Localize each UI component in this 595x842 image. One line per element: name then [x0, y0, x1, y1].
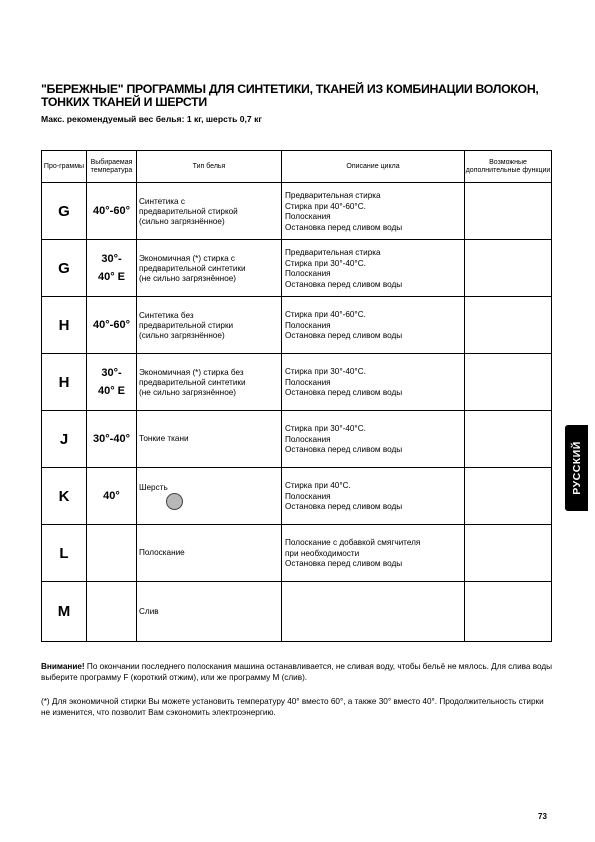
- temp-line: 30°-: [101, 367, 122, 379]
- language-tab-label: РУССКИЙ: [570, 441, 583, 495]
- type-line: (не сильно загрязнённое): [139, 274, 237, 283]
- table-row: [42, 297, 552, 354]
- program-temperature: [87, 183, 137, 240]
- desc-line: Стирка при 40°С.: [285, 481, 351, 491]
- desc-line: Остановка перед сливом воды: [285, 502, 403, 512]
- cycle-description: [282, 582, 465, 642]
- desc-line: Предварительная стирка: [285, 248, 381, 257]
- page-number: 73: [538, 812, 547, 821]
- temp-line: 30°-: [101, 253, 122, 265]
- desc-line: Остановка перед сливом воды: [285, 331, 403, 341]
- program-temperature: [87, 582, 137, 642]
- desc-line: Полоскание с добавкой смягчителя: [285, 538, 421, 548]
- cycle-description: [282, 354, 465, 411]
- program-code: H: [42, 354, 87, 411]
- desc-line: Полоскания: [285, 491, 331, 501]
- desc-line: Остановка перед сливом воды: [285, 388, 403, 398]
- header-type: Тип белья: [137, 151, 282, 183]
- table-row: [42, 582, 552, 642]
- cycle-description: [282, 468, 465, 525]
- desc-line: Полоскания: [285, 320, 331, 330]
- extra-functions: [465, 582, 552, 642]
- extra-functions: [465, 354, 552, 411]
- type-line: предварительной стирки: [139, 321, 234, 330]
- desc-line: Стирка при 30°-40°С.: [285, 367, 366, 377]
- max-load-note: Макс. рекомендуемый вес белья: 1 кг, шерсть 0,7 кг: [41, 114, 262, 124]
- desc-line: Полоскания: [285, 212, 331, 221]
- type-line: Шерсть: [139, 482, 168, 492]
- desc-line: Остановка перед сливом воды: [285, 279, 403, 289]
- cycle-description: [282, 297, 465, 354]
- desc-line: Стирка при 30°-40°С.: [285, 424, 366, 434]
- cycle-description: [282, 525, 465, 582]
- temp-line: 40° E: [97, 385, 126, 397]
- temp-line: 30°-40°: [93, 433, 130, 445]
- desc-line: Стирка при 40°-60°С.: [285, 201, 366, 211]
- language-tab: [565, 425, 588, 511]
- program-code: L: [42, 525, 87, 582]
- desc-line: Предварительная стирка: [285, 191, 381, 200]
- extra-functions: [465, 297, 552, 354]
- programs-table: [41, 150, 552, 642]
- temp-line: 40°-60°: [93, 205, 130, 217]
- cycle-description: [282, 183, 465, 240]
- desc-line: Полоскания: [285, 434, 331, 444]
- program-code: J: [42, 411, 87, 468]
- extra-functions: [465, 183, 552, 240]
- laundry-type: [137, 582, 282, 642]
- type-line: Тонкие ткани: [139, 434, 189, 443]
- economy-footnote: (*) Для экономичной стирки Вы можете установить температуру 40° вместо 60°, а также 30° вместо 40°. Продолжительность стирки не изменится, что позволит Вам сэкономить электроэнергию.: [41, 697, 544, 717]
- desc-line: Полоскания: [285, 377, 331, 387]
- program-code: K: [42, 468, 87, 525]
- program-temperature: [87, 240, 137, 297]
- type-line: предварительной синтетики: [139, 264, 246, 273]
- desc-line: при необходимости: [285, 548, 360, 558]
- laundry-type: [137, 240, 282, 297]
- program-temperature: [87, 297, 137, 354]
- laundry-type: [137, 411, 282, 468]
- extra-functions: [465, 240, 552, 297]
- temp-line: 40° E: [97, 271, 126, 283]
- header-program: Про-граммы: [42, 151, 87, 183]
- extra-functions: [465, 468, 552, 525]
- program-code: M: [42, 582, 87, 642]
- type-line: предварительной синтетики: [139, 378, 246, 387]
- type-line: Экономичная (*) стирка с: [139, 254, 236, 263]
- extra-functions: [465, 411, 552, 468]
- type-line: предварительной стиркой: [139, 207, 238, 216]
- warning-text: По окончании последнего полоскания машина останавливается, не сливая воду, чтобы бельё не мялось. Для слива воды выберите программу F (короткий отжим), или же программу M (слив).: [41, 662, 553, 682]
- cycle-description: [282, 240, 465, 297]
- laundry-type: [137, 297, 282, 354]
- desc-line: Полоскания: [285, 269, 331, 278]
- table-row: [42, 525, 552, 582]
- laundry-type: [137, 183, 282, 240]
- type-line: (сильно загрязнённое): [139, 217, 225, 226]
- type-line: Полоскание: [139, 548, 185, 557]
- laundry-type: [137, 468, 282, 525]
- program-temperature: [87, 468, 137, 525]
- laundry-type: [137, 354, 282, 411]
- table-row: [42, 183, 552, 240]
- cycle-description: [282, 411, 465, 468]
- desc-line: Стирка при 40°-60°С.: [285, 310, 366, 320]
- laundry-type: [137, 525, 282, 582]
- type-line: (не сильно загрязнённое): [139, 388, 237, 397]
- desc-line: Остановка перед сливом воды: [285, 559, 403, 569]
- table-row: [42, 240, 552, 297]
- table-header-row: [42, 151, 552, 183]
- type-line: Синтетика без: [139, 311, 194, 320]
- table-row: [42, 354, 552, 411]
- table-row: [42, 411, 552, 468]
- desc-line: Остановка перед сливом воды: [285, 445, 403, 455]
- extra-functions: [465, 525, 552, 582]
- warning-label: Внимание!: [41, 662, 85, 671]
- program-temperature: [87, 525, 137, 582]
- table-row: [42, 468, 552, 525]
- program-temperature: [87, 354, 137, 411]
- program-temperature: [87, 411, 137, 468]
- desc-line: Стирка при 30°-40°С.: [285, 258, 366, 268]
- temp-line: 40°: [103, 490, 120, 502]
- header-description: Описание цикла: [282, 151, 465, 183]
- header-temperature: Выбираемая температура: [87, 151, 137, 183]
- type-line: Синтетика с: [139, 197, 185, 206]
- temp-line: 40°-60°: [93, 319, 130, 331]
- page-title: "БЕРЕЖНЫЕ" ПРОГРАММЫ ДЛЯ СИНТЕТИКИ, ТКАНЕЙ ИЗ КОМБИНАЦИИ ВОЛОКОН, ТОНКИХ ТКАНЕЙ И ШЕРСТИ: [41, 82, 539, 109]
- wool-icon: [166, 493, 183, 510]
- program-code: G: [42, 183, 87, 240]
- type-line: Слив: [139, 606, 159, 616]
- warning-note: [41, 661, 553, 683]
- program-code: G: [42, 240, 87, 297]
- desc-line: Остановка перед сливом воды: [285, 222, 403, 232]
- header-extra: Возможные дополнительные функции: [465, 151, 552, 183]
- type-line: Экономичная (*) стирка без: [139, 368, 244, 377]
- program-code: H: [42, 297, 87, 354]
- type-line: (сильно загрязнённое): [139, 331, 225, 340]
